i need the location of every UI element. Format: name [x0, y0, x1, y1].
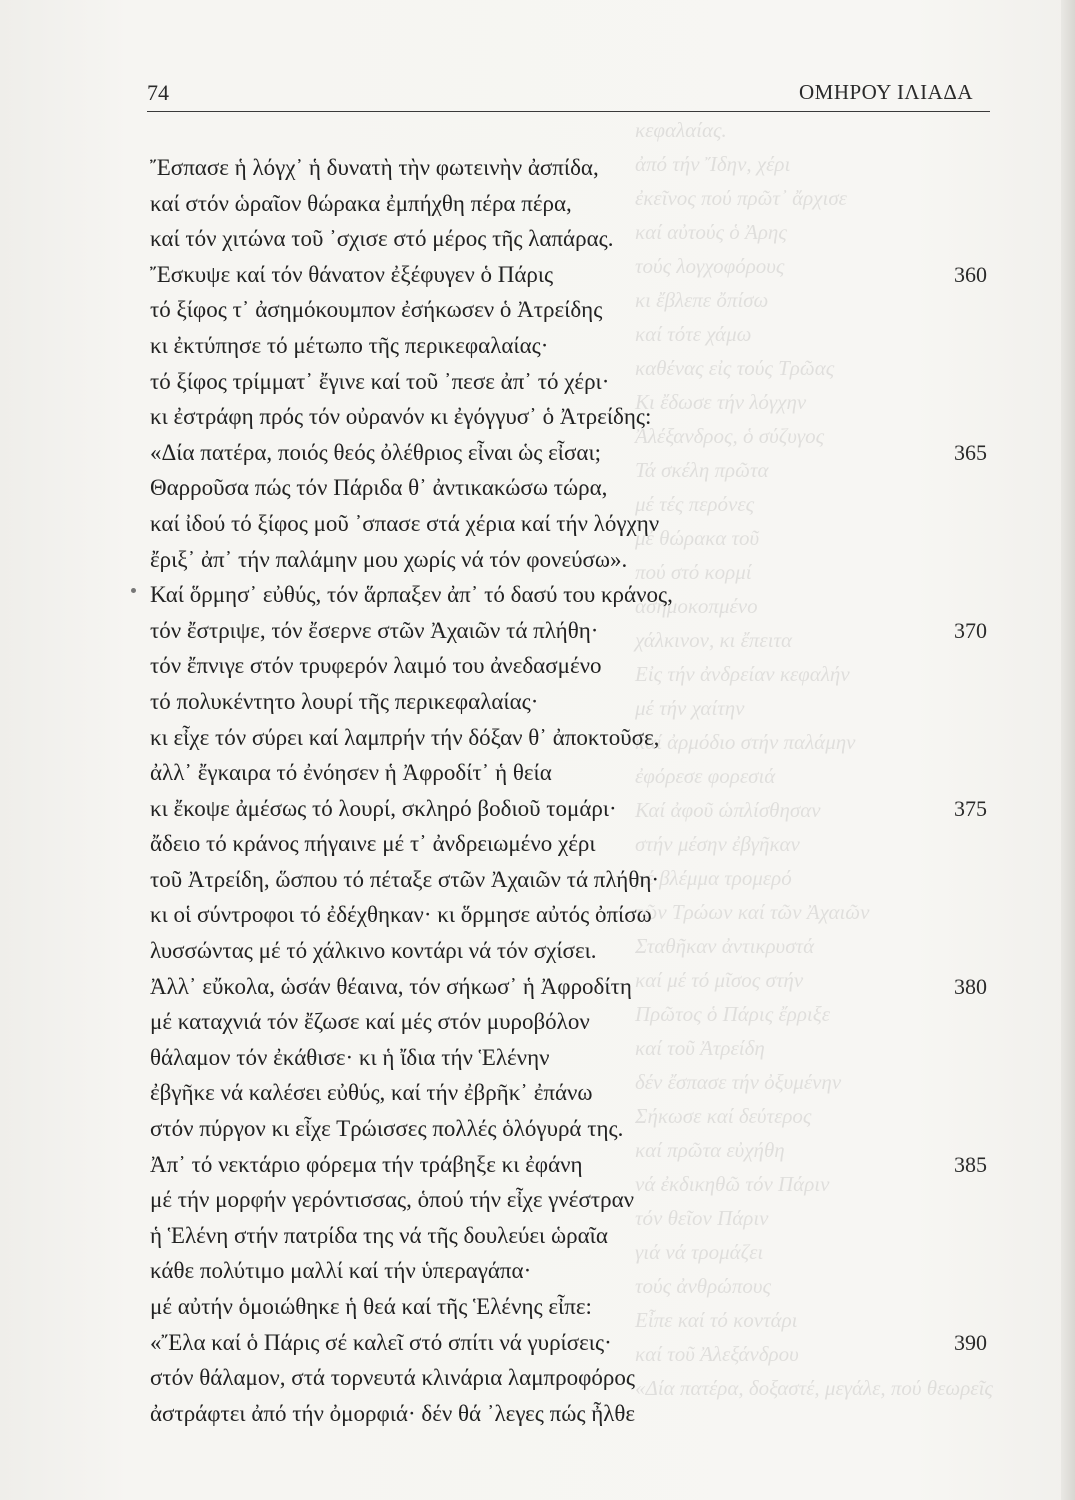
verse-text: καί στόν ὡραῖον θώρακα ἐμπήχθη πέρα πέρα,: [150, 190, 572, 216]
verse-text: κι ἐστράφη πρός τόν οὐρανόν κι ἐγόγγυσ᾽ ὁ Ἀτρείδης:: [150, 404, 652, 430]
verse-line: [150, 1253, 995, 1289]
verse-line: [150, 1289, 995, 1325]
line-number: 385: [954, 1151, 987, 1177]
verse-text: ἄδειο τό κράνος πήγαινε μέ τ᾽ ἀνδρειωμένο χέρι: [150, 831, 596, 857]
verse-line: [150, 542, 995, 578]
verse-text: ἐβγῆκε νά καλέσει εὐθύς, καί τήν ἐβρῆκ᾽ ἐπάνω: [150, 1080, 593, 1106]
verse-line: [150, 720, 995, 756]
verse-line: [150, 755, 995, 791]
verse-line: [150, 364, 995, 400]
verse-line: [150, 1111, 995, 1147]
verse-line: [150, 292, 995, 328]
verse-line: [150, 1396, 995, 1432]
verse-line: [150, 933, 995, 969]
verse-text: Καί ὅρμησ᾽ εὐθύς, τόν ἅρπαξεν ἀπ᾽ τό δασύ του κράνος,: [150, 582, 673, 608]
verse-text: τό ξίφος τ᾽ ἀσημόκουμπον ἐσήκωσεν ὁ Ἀτρείδης: [150, 297, 603, 323]
verse-text: στόν πύργον κι εἶχε Τρώισσες πολλές ὁλόγυρά της.: [150, 1116, 624, 1142]
verse-text: στόν θάλαμον, στά τορνευτά κλινάρια λαμπροφόρος: [150, 1365, 635, 1391]
line-number: 390: [954, 1329, 987, 1355]
verse-line: [150, 826, 995, 862]
verse-line: [150, 506, 995, 542]
line-number: 360: [954, 261, 987, 287]
verse-line: [150, 186, 995, 222]
verse-line: [150, 577, 995, 613]
verse-text: «Δία πατέρα, ποιός θεός ὀλέθριος εἶναι ὡς εἶσαι;: [150, 439, 602, 465]
verse-text: μέ τήν μορφήν γερόντισσας, ὁπού τήν εἶχε γνέστραν: [150, 1187, 635, 1213]
verse-line: [150, 1325, 995, 1361]
verse-text: τό ξίφος τρίμματ᾽ ἔγινε καί τοῦ ᾽πεσε ἀπ᾽ τό χέρι·: [150, 368, 610, 394]
verse-text: τό πολυκέντητο λουρί τῆς περικεφαλαίας·: [150, 688, 539, 714]
verse-line: [150, 1004, 995, 1040]
verse-line: [150, 862, 995, 898]
verse-text: θάλαμον τόν ἐκάθισε· κι ἡ ἴδια τήν Ἑλένην: [150, 1044, 550, 1070]
verse-line: [150, 648, 995, 684]
verse-text: Ἀλλ᾽ εὔκολα, ὡσάν θέαινα, τόν σήκωσ᾽ ἡ Ἀφροδίτη: [150, 973, 632, 999]
page-binding-edge: [1061, 0, 1075, 1500]
verse-text: κι ἔκοψε ἀμέσως τό λουρί, σκληρό βοδιοῦ τομάρι·: [150, 795, 617, 821]
verse-text: μέ αὐτήν ὁμοιώθηκε ἡ θεά καί τῆς Ἑλένης εἶπε:: [150, 1294, 592, 1319]
verse-text: τοῦ Ἀτρείδη, ὥσπου τό πέταξε στῶν Ἀχαιῶν τά πλήθη·: [150, 866, 660, 892]
verse-line: [150, 897, 995, 933]
verse-text: Ἔσκυψε καί τόν θάνατον ἐξέφυγεν ὁ Πάρις: [150, 261, 554, 287]
verse-line: [150, 1147, 995, 1183]
verse-text: κι οἱ σύντροφοι τό ἐδέχθηκαν· κι ὅρμησε αὐτός ὀπίσω: [150, 902, 652, 928]
verse-text: «Ἔλα καί ὁ Πάρις σέ καλεῖ στό σπίτι νά γυρίσεις·: [150, 1329, 612, 1355]
verse-line: [150, 969, 995, 1005]
show-through-text: κεφαλαίας. ἀπό τήν Ἴδην, χέρι ἐκεῖνος πού πρῶτ᾽ ἄρχισε καί αὐτούς ὁ Ἀρης τούς λογχοφόρους κι ἔβλεπε ὄπίσω καί τότε χάμω καθένας εἰς τούς Τρῶας Κι ἔδωσε τήν λόγχην Ἀλέξανδρος, ὁ σύζυγος Τά σκέλη πρῶτα μέ τές περόνες μέ θώρακα τοῦ πού στό κορμί ἀσημοκοπμένο χάλκινον, κι ἔπειτα Εἰς τήν ἀνδρείαν κεφαλήν μέ τήν χαίτην καί ἀρμόδιο στήν παλάμην ἐφόρεσε φορεσιά Καί ἀφοῦ ὡπλίσθησαν στήν μέσην ἐβγῆκαν μέ βλέμμα τρομερό τῶν Τρώων καί τῶν Ἀχαιῶν Σταθῆκαν ἀντικρυστά καί μέ τό μῖσος στήν Πρῶτος ὁ Πάρις ἔρριξε καί τοῦ Ἀτρείδη δέν ἔσπασε τήν ὀξυμένην Σήκωσε καί δεύτερος καί πρῶτα εὐχήθη νά ἐκδικηθῶ τόν Πάριν τόν θεῖον Πάριν γιά νά τρομάζει τούς ἀνθρώπους Εἶπε καί τό κοντάρι καί τοῦ Ἀλεξάνδρου «Δία πατέρα, δοξαστέ, μεγάλε, πού θεωρεῖς: [635, 118, 993, 1400]
line-number: 365: [954, 439, 987, 465]
verse-line: [150, 1218, 995, 1254]
verse-line: [150, 221, 995, 257]
verse-text: τόν ἔπνιγε στόν τρυφερόν λαιμό του ἀνεδασμένο: [150, 653, 602, 679]
verse-text: λυσσώντας μέ τό χάλκινο κοντάρι νά τόν σχίσει.: [150, 938, 597, 964]
verse-text: ἔριξ᾽ ἀπ᾽ τήν παλάμην μου χωρίς νά τόν φονεύσω».: [150, 546, 628, 572]
verse-line: [150, 470, 995, 506]
page-number: 74: [147, 80, 169, 105]
verse-line: [150, 791, 995, 827]
margin-mark: [131, 588, 136, 593]
line-number: 375: [954, 795, 987, 821]
verse-text: καί ἰδού τό ξίφος μοῦ ᾽σπασε στά χέρια καί τήν λόγχην: [150, 510, 660, 536]
verse-text: κι εἶχε τόν σύρει καί λαμπρήν τήν δόξαν θ᾽ ἀποκτοῦσε,: [150, 724, 660, 750]
verse-line: [150, 1040, 995, 1076]
verse-text: Ἀπ᾽ τό νεκτάριο φόρεμα τήν τράβηξε κι ἐφάνη: [150, 1151, 583, 1177]
verse-text: Ἔσπασε ἡ λόγχ᾽ ἡ δυνατὴ τὴν φωτεινὴν ἀσπίδα,: [150, 155, 599, 180]
verse-text: ἀστράφτει ἀπό τήν ὀμορφιά· δέν θά ᾽λεγες πώς ἦλθε: [150, 1400, 636, 1426]
verse-line: [150, 1360, 995, 1396]
verse-line: [150, 435, 995, 471]
verse-text: μέ καταχνιά τόν ἔζωσε καί μές στόν μυροβόλον: [150, 1009, 590, 1035]
verse-text: ἡ Ἑλένη στήν πατρίδα της νά τῆς δουλεύει ὡραῖα: [150, 1222, 608, 1248]
header-rule: [147, 111, 990, 112]
verse-text: κάθε πολύτιμο μαλλί καί τήν ὑπεραγάπα·: [150, 1258, 532, 1284]
verse-text: κι ἐκτύπησε τό μέτωπο τῆς περικεφαλαίας·: [150, 332, 549, 358]
verse-line: [150, 1075, 995, 1111]
verse-line: [150, 257, 995, 293]
verse-text: τόν ἔστριψε, τόν ἔσερνε στῶν Ἀχαιῶν τά πλήθη·: [150, 617, 599, 643]
verse-line: [150, 684, 995, 720]
line-number: 370: [954, 617, 987, 643]
verse-block: [150, 150, 995, 1431]
running-title: ΟΜΗΡΟΥ ΙΛΙΑΔΑ: [799, 80, 973, 104]
verse-text: ἀλλ᾽ ἔγκαιρα τό ἐνόησεν ἡ Ἀφροδίτ᾽ ἡ θεία: [150, 760, 552, 786]
verse-line: [150, 328, 995, 364]
verse-text: Θαρροῦσα πώς τόν Πάριδα θ᾽ ἀντικακώσω τώρα,: [150, 475, 608, 501]
verse-text: καί τόν χιτώνα τοῦ ᾽σχισε στό μέρος τῆς λαπάρας.: [150, 226, 614, 252]
verse-line: [150, 613, 995, 649]
verse-line: [150, 150, 995, 186]
line-number: 380: [954, 973, 987, 999]
verse-line: [150, 399, 995, 435]
verse-line: [150, 1182, 995, 1218]
